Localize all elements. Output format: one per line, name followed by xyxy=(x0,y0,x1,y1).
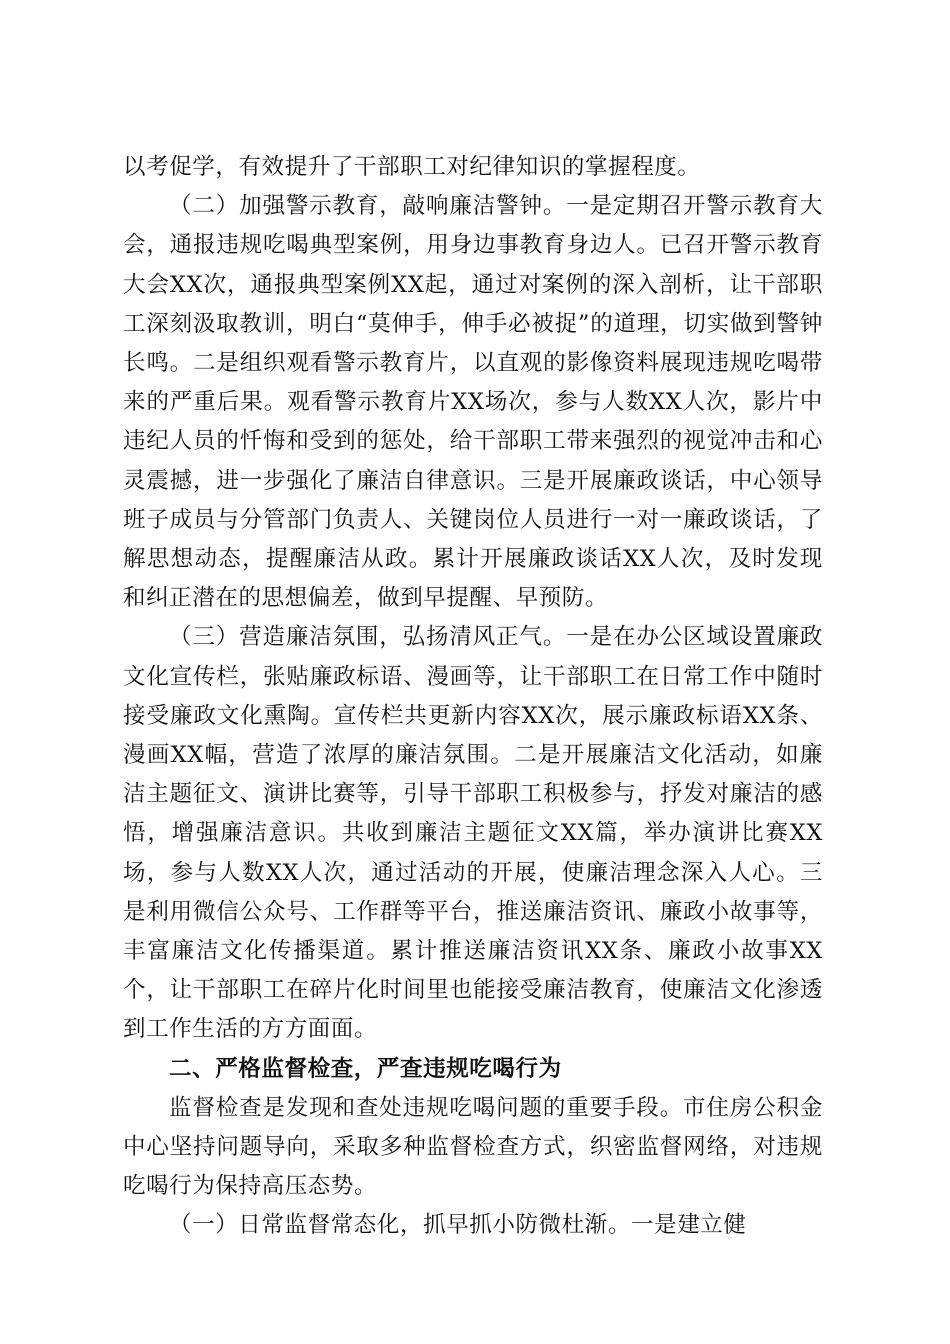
paragraph-daily-supervision: （一）日常监督常态化，抓早抓小防微杜渐。一是建立健 xyxy=(169,1212,747,1239)
paragraph-warning-education: （二）加强警示教育，敲响廉洁警钟。一是定期召开警示教育大会，通报违规吃喝典型案例，用身边事教育身边人。已召开警示教育大会XX次，通报典型案例XX起，通过对案例的深入剖析，让干部职工深刻汲取教训，明白“莫伸手，伸手必被捉”的道理，切实做到警钟长鸣。二是组织观看警示教育片，以直观的影像资料展现违规吃喝带来的严重后果。观看警示教育片XX场次，参与人数XX人次，影片中违纪人员的忏悔和受到的惩处，给干部职工带来强烈的视觉冲击和心灵震撼，进一步强化了廉洁自律意识。三是开展廉政谈话，中心领导班子成员与分管部门负责人、关键岗位人员进行一对一廉政谈话，了解思想动态，提醒廉洁从政。累计开展廉政谈话XX人次，及时发现和纠正潜在的思想偏差，做到早提醒、早预防。 xyxy=(123,193,823,612)
paragraph-continuation: 以考促学，有效提升了干部职工对纪律知识的掌握程度。 xyxy=(123,154,701,180)
paragraph-integrity-atmosphere: （三）营造廉洁氛围，弘扬清风正气。一是在办公区域设置廉政文化宣传栏，张贴廉政标语、漫画等，让干部职工在日常工作中随时接受廉政文化熏陶。宣传栏共更新内容XX次，展示廉政标语XX条、漫画XX幅，营造了浓厚的廉洁氛围。二是开展廉洁文化活动，如廉洁主题征文、演讲比赛等，引导干部职工积极参与，抒发对廉洁的感悟，增强廉洁意识。共收到廉洁主题征文XX篇，举办演讲比赛XX场，参与人数XX人次，通过活动的开展，使廉洁理念深入人心。三是利用微信公众号、工作群等平台，推送廉洁资讯、廉政小故事等，丰富廉洁文化传播渠道。累计推送廉洁资讯XX条、廉政小故事XX个，让干部职工在碎片化时间里也能接受廉洁教育，使廉洁文化渗透到工作生活的方方面面。 xyxy=(123,624,823,1043)
paragraph-supervision-intro: 监督检查是发现和查处违规吃喝问题的重要手段。市住房公积金中心坚持问题导向，采取多种监督检查方式，织密监督网络，对违规吃喝行为保持高压态势。 xyxy=(123,1094,823,1200)
section-heading-supervision: 二、严格监督检查，严查违规吃喝行为 xyxy=(169,1055,562,1082)
document-body xyxy=(123,148,823,1246)
